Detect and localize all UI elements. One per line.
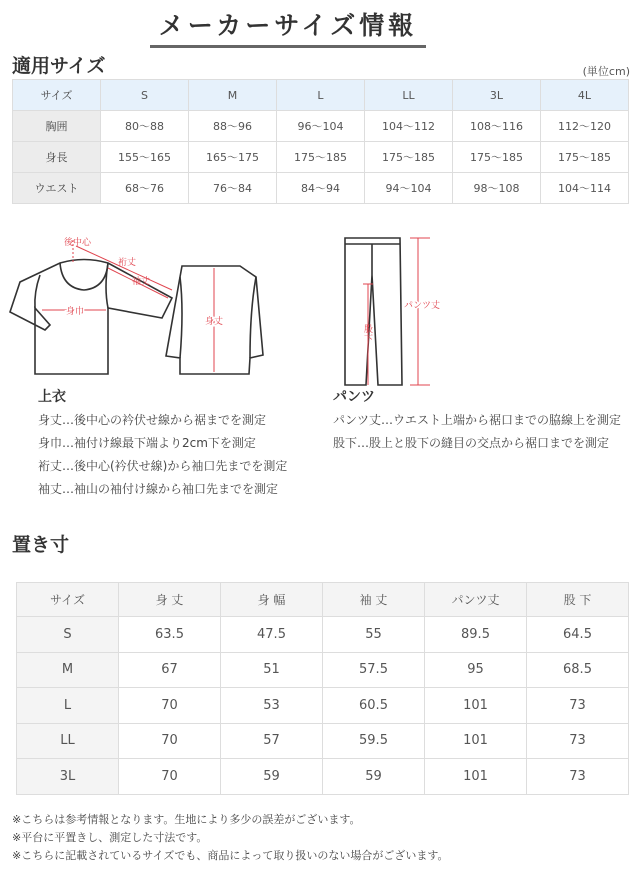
table-row: [17, 652, 629, 688]
table-cell: 88〜96: [189, 111, 277, 142]
table-cell: 身長: [13, 142, 101, 173]
table-cell: 63.5: [119, 617, 221, 653]
unit-label: (単位cm): [582, 65, 630, 78]
table-cell: L: [277, 80, 365, 111]
table-row: [13, 111, 629, 142]
table-row: [17, 617, 629, 653]
table-cell: 64.5: [527, 617, 629, 653]
table-header-row: [13, 80, 629, 111]
table-cell: 101: [425, 723, 527, 759]
applicable-size-table: [12, 79, 629, 204]
table-cell: 175〜185: [453, 142, 541, 173]
table-cell: 57.5: [323, 652, 425, 688]
table-row: [13, 142, 629, 173]
table-cell: S: [101, 80, 189, 111]
table-cell: 70: [119, 759, 221, 795]
label-yuki: 裄丈: [118, 258, 137, 268]
table-cell: 80〜88: [101, 111, 189, 142]
table-cell: 3L: [453, 80, 541, 111]
label-inseam-1: 股: [364, 325, 374, 335]
pants-illustration: [345, 238, 402, 385]
note-line: ※こちらは参考情報となります。生地により多少の誤差がございます。: [12, 813, 361, 826]
table-cell: 53: [221, 688, 323, 724]
top-measure-line: 身丈…後中心の衿伏せ線から裾までを測定: [38, 413, 267, 427]
table-cell: 73: [527, 723, 629, 759]
notes: [12, 811, 448, 865]
table-cell: 101: [425, 759, 527, 795]
table-cell: 95: [425, 652, 527, 688]
table-cell: 68〜76: [101, 173, 189, 204]
table-cell: 98〜108: [453, 173, 541, 204]
table-cell: 60.5: [323, 688, 425, 724]
table-cell: 59: [323, 759, 425, 795]
table-cell: 101: [425, 688, 527, 724]
table-cell: 89.5: [425, 617, 527, 653]
table-cell: サイズ: [13, 80, 101, 111]
label-width: 身巾: [66, 307, 85, 317]
table-cell: 51: [221, 652, 323, 688]
table-cell: 94〜104: [365, 173, 453, 204]
table-cell: 175〜185: [277, 142, 365, 173]
table-cell: 47.5: [221, 617, 323, 653]
table-cell: 175〜185: [541, 142, 629, 173]
top-measure-line: 身巾…袖付け線最下端より2cm下を測定: [38, 436, 256, 450]
top-measure-line: 袖丈…袖山の袖付け線から袖口先までを測定: [38, 482, 279, 496]
table-cell: 身 幅: [221, 583, 323, 617]
pants-measure-line: 股下…股上と股下の縫目の交点から裾口までを測定: [333, 436, 610, 450]
table-cell: 84〜94: [277, 173, 365, 204]
table-cell: 身 丈: [119, 583, 221, 617]
table-cell: 104〜112: [365, 111, 453, 142]
table-cell: 155〜165: [101, 142, 189, 173]
page-title: メーカーサイズ情報: [150, 6, 426, 48]
pants-heading: パンツ: [333, 389, 375, 405]
table-cell: 70: [119, 723, 221, 759]
top-measure-line: 裄丈…後中心(衿伏せ線)から袖口先までを測定: [38, 459, 288, 473]
label-pants-length: パンツ丈: [404, 301, 441, 311]
table-row: [17, 723, 629, 759]
table-cell: M: [17, 652, 119, 688]
table-cell: 55: [323, 617, 425, 653]
table-cell: LL: [17, 723, 119, 759]
note-line: ※平台に平置きし、測定した寸法です。: [12, 831, 208, 844]
table-cell: M: [189, 80, 277, 111]
table-cell: ウエスト: [13, 173, 101, 204]
flat-measure-table: [16, 582, 629, 795]
table-cell: 4L: [541, 80, 629, 111]
table-cell: サイズ: [17, 583, 119, 617]
table-header-row: [17, 583, 629, 617]
table-cell: 3L: [17, 759, 119, 795]
table-cell: 108〜116: [453, 111, 541, 142]
applicable-size-heading: 適用サイズ: [12, 55, 106, 77]
table-cell: LL: [365, 80, 453, 111]
table-cell: 59.5: [323, 723, 425, 759]
table-row: [13, 173, 629, 204]
table-cell: 59: [221, 759, 323, 795]
table-cell: L: [17, 688, 119, 724]
table-cell: 175〜185: [365, 142, 453, 173]
table-cell: 胸囲: [13, 111, 101, 142]
table-cell: 股 下: [527, 583, 629, 617]
label-length: 身丈: [205, 317, 224, 327]
table-cell: 袖 丈: [323, 583, 425, 617]
top-description: [38, 386, 287, 501]
table-cell: 70: [119, 688, 221, 724]
label-inseam-2: 下: [364, 335, 374, 345]
note-line: ※こちらに記載されているサイズでも、商品によって取り扱いのない場合がございます。: [12, 849, 449, 862]
measurement-diagram: [0, 220, 640, 395]
table-cell: 68.5: [527, 652, 629, 688]
table-cell: 73: [527, 688, 629, 724]
table-cell: パンツ丈: [425, 583, 527, 617]
table-cell: 67: [119, 652, 221, 688]
table-cell: 57: [221, 723, 323, 759]
table-cell: 104〜114: [541, 173, 629, 204]
table-cell: 112〜120: [541, 111, 629, 142]
table-cell: S: [17, 617, 119, 653]
table-cell: 73: [527, 759, 629, 795]
table-row: [17, 688, 629, 724]
table-cell: 165〜175: [189, 142, 277, 173]
table-cell: 96〜104: [277, 111, 365, 142]
pants-measure-line: パンツ丈…ウエスト上端から裾口までの脇線上を測定: [333, 413, 622, 427]
table-row: [17, 759, 629, 795]
table-cell: 76〜84: [189, 173, 277, 204]
label-back-center: 後中心: [64, 238, 92, 248]
label-sleeve: 袖丈: [132, 277, 151, 287]
top-heading: 上衣: [38, 389, 66, 405]
flat-measure-heading: 置き寸: [12, 534, 70, 556]
pants-description: [333, 386, 621, 455]
